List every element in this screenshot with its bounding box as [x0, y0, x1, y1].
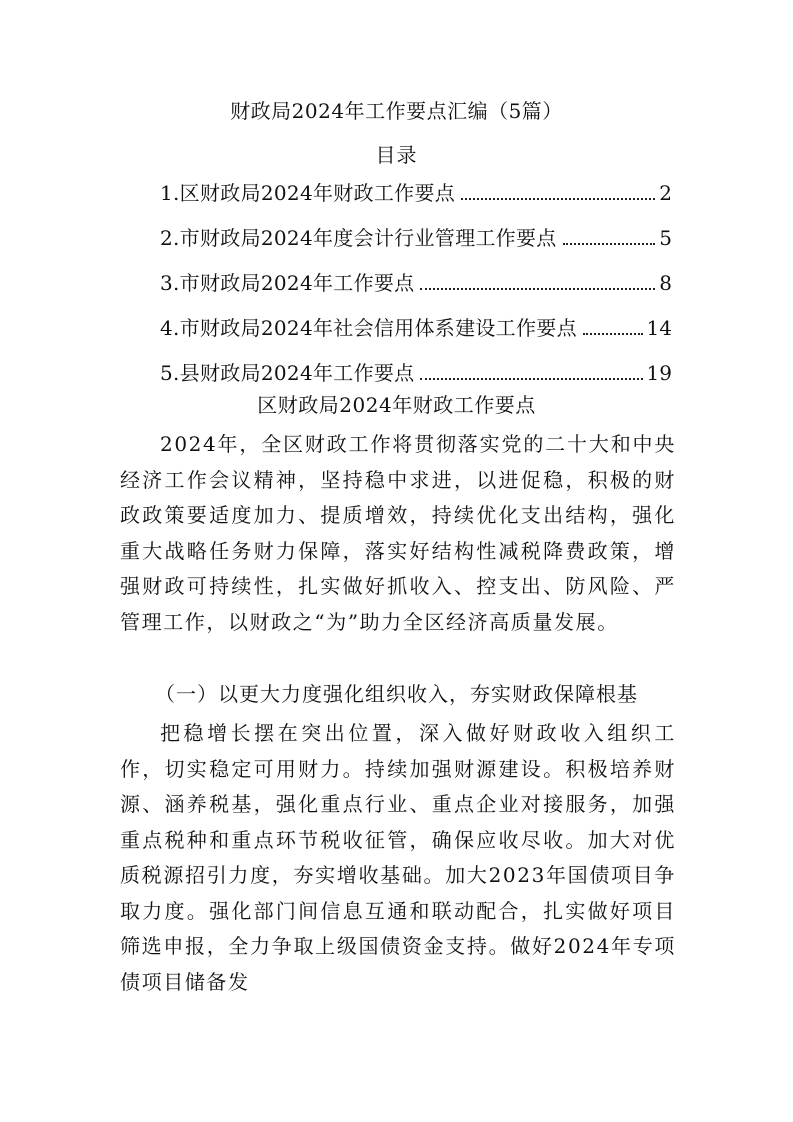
- body-paragraph: 把稳增长摆在突出位置，深入做好财政收入组织工作，切实稳定可用财力。持续加强财源建设。积极培养财源、涵养税基，强化重点行业、重点企业对接服务，加强重点税种和重点环节税收征管，确保应收尽收。加大对优质税源招引力度，夯实增收基础。加大2023年国债项目争取力度。强化部门间信息互通和联动配合，扎实做好项目筛选申报，全力争取上级国债资金支持。做好2024年专项债项目储备发: [120, 721, 676, 994]
- section-title: 区财政局2024年财政工作要点: [257, 393, 536, 417]
- toc-entry[interactable]: [160, 178, 672, 223]
- subheading: （一）以更大力度强化组织收入，夯实财政保障根基: [155, 682, 638, 706]
- toc-dot-leader: [461, 198, 655, 200]
- toc-entry-page: 5: [659, 226, 672, 250]
- toc-dot-leader: [420, 288, 655, 290]
- toc-dot-leader: [583, 333, 643, 335]
- toc-entry[interactable]: [160, 268, 672, 313]
- body-paragraph: 2024年，全区财政工作将贯彻落实党的二十大和中央经济工作会议精神，坚持稳中求进，以进促稳，积极的财政政策要适度加力、提质增效，持续优化支出结构，强化重大战略任务财力保障，落实好结构性减税降费政策，增强财政可持续性，扎实做好抓收入、控支出、防风险、严管理工作，以财政之“为”助力全区经济高质量发展。: [120, 432, 676, 634]
- table-of-contents: [160, 178, 672, 403]
- toc-entry-page: 2: [659, 181, 672, 205]
- toc-entry[interactable]: [160, 223, 672, 268]
- toc-entry-label: 1.区财政局2024年财政工作要点: [160, 181, 456, 205]
- toc-heading: 目录: [375, 143, 418, 167]
- document-title: 财政局2024年工作要点汇编（5篇）: [230, 99, 563, 123]
- toc-dot-leader: [420, 378, 642, 380]
- toc-entry-label: 4.市财政局2024年社会信用体系建设工作要点: [160, 316, 577, 340]
- toc-entry-page: 19: [646, 361, 672, 385]
- toc-entry-label: 2.市财政局2024年度会计行业管理工作要点: [160, 226, 557, 250]
- toc-entry[interactable]: [160, 313, 672, 358]
- toc-entry-page: 14: [646, 316, 672, 340]
- toc-entry-page: 8: [659, 271, 672, 295]
- toc-dot-leader: [563, 243, 656, 245]
- toc-entry-label: 5.县财政局2024年工作要点: [160, 361, 415, 385]
- toc-entry-label: 3.市财政局2024年工作要点: [160, 271, 415, 295]
